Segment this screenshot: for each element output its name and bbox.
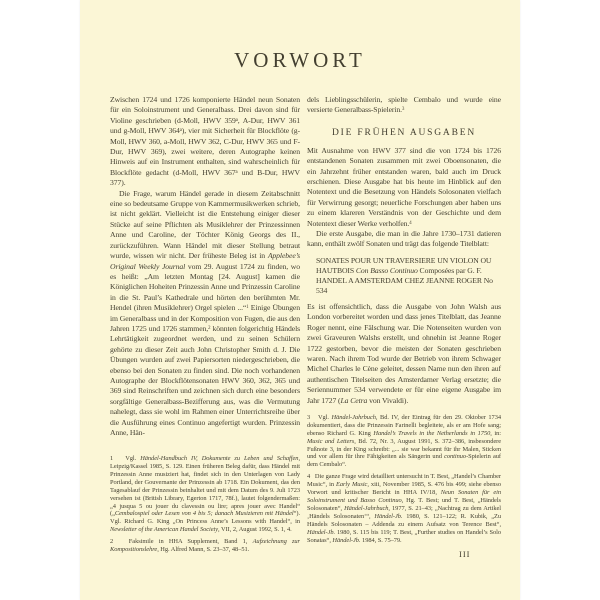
footnote-3: 3 Vgl. Händel-Jahrbuch, Bd. IV, der Eintrag für den 29. Oktober 1734 dokumentiert, dass die Prinzessin Farinelli begleitete, als er am Hofe sang; ebenso Richard G. King Handel’s Travels in the Netherlands in 1750, in: Music and Letters, Bd. 72, Nr. 3, August 1991, S. 372–386, insbesondere Fußnote 3, in der King schreibt: „... sie war bekannt für ihr Malen, Sticken und vor allem für ihre Fähigkeiten als Sängerin und continuo-Spielerin auf dem Cembalo“. [307, 413, 501, 469]
paragraph-intro: Zwischen 1724 und 1726 komponierte Händel neun Sonaten für ein Soloinstrument und Generalbass. Drei davon sind für Violine geschrieben (d-Moll, HWV 359$^a$, A-Dur, HWV 361 und g-Moll, HWV 364$^a$), vier mit Sicherheit für Blockflöte (g-Moll, HWV 360, a-Moll, HWV 362, C-Dur, HWV 365 und F-Dur, HWV 369), zwei weitere, deren Autographe keinen Hinweis auf ein Instrument enthalten, sind wahrscheinlich für Blockflöte gedacht (d-Moll, HWV 367$^a$ und B-Dur, HWV 377). [110, 95, 300, 188]
title-block-quote: SONATES POUR UN TRAVERSIERE UN VIOLON OU HAUTBOIS Con Basso Continuo Composées par G. F. HANDEL A AMSTERDAM CHEZ JEANNE ROGER No 534 [316, 255, 493, 295]
footnote-2: 2 Faksimile in HHA Supplement, Band 1, Aufzeichnung zur Kompositionslehre, Hg. Alfred Mann, S. 23–37, 48–51. [110, 538, 300, 554]
section-heading: DIE FRÜHEN AUSGABEN [332, 127, 476, 138]
right-column [307, 95, 501, 544]
paragraph-continuation: dels Lieblingsschülerin, spielte Cembalo und wurde eine versierte Generalbass-Spielerin.$^3$ [307, 95, 501, 115]
paragraph-erste-ausgabe: Die erste Ausgabe, die man in die Jahre 1730–1731 datieren kann, enthält zwölf Sonaten und trägt das folgende Titelblatt: [307, 229, 501, 249]
footnote-4: 4 Die ganze Frage wird detailliert untersucht in T. Best, „Handel’s Chamber Music“, in Early Music, xiii, November 1985, S. 476 bis 499; siehe ebenso Vorwort und kritischer Bericht in HHA IV/18, Neun Sonaten für ein Soloinstrument und Basso Continuo, Hg. T. Best; und T. Best, „Händels Solosonaten“, Händel-Jahrbuch, 1977, S. 21–43; „Nachtrag zu dem Artikel ‚Händels Solosonaten‘“, Händel-Jb. 1980, S. 121–122; R. Kubik, „Zu Händels Solosonaten – Addenda zu einem Aufsatz von Terence Best“, Händel-Jb. 1980, S. 115 bis 119; T. Best, „Further studies on Handel’s Solo Sonatas“, Händel-Jb. 1984, S. 75–79. [307, 473, 501, 544]
footnote-1: 1 Vgl. Händel-Handbuch IV, Dokumente zu Leben und Schaffen, Leipzig/Kassel 1985, S. 129. Einen früheren Beleg dafür, dass Händel mit Prinzessin Anne musiziert hat, findet sich in den Unterlagen von Lady Portland, der Gouvernante der Prinzessin ab 1718. Ein Dokument, das den Tagesablauf der Prinzessin beinhaltet und mit dem Datum des 9. Juli 1723 versehen ist (British Library, Egerton 1717, 78f.), lautet folgendermaßen: „4 jusqua 5 ou jouer du clavessin ou lire; apres jouer avec Handel“ („Cembalospiel oder Lesen von 4 bis 5; danach Musizieren mit Händel“). Vgl. Richard G. King „On Princess Anne’s Lessons with Handel“, in Newsletter of the American Handel Society, VII, 2, August 1992, S. 1, 4. [110, 455, 300, 534]
left-column [110, 95, 300, 554]
paragraph-die-frage: Die Frage, warum Händel gerade in diesem Zeitabschnitt eine so bedeutsame Gruppe von Kammermusikwerken schrieb, ist nicht geklärt. Vielleicht ist die Entstehung einiger dieser Stücke auf seine Pflichten als Musiklehrer der Prinzessinnen Anne und Caroline, der Töchter König Georgs des II., zurückzuführen. Wann Händel mit dieser Stellung betraut wurde, wissen wir nicht. Der früheste Beleg ist in Applebee’s Original Weekly Journal vom 29. August 1724 zu finden, wo es heißt: „Am letzten Montag [24. August] kamen die Königlichen Hoheiten Prinzessin Anne und Prinzessin Caroline in die St. Paul’s Kathedrale und hörten den berühmten Mr. Hendel (ihren Musiklehrer) Orgel spielen ...“$^1$ Einige Übungen im Generalbass und in der Komposition von Fugen, die aus den Jahren 1725 und 1726 stammen,$^2$ könnten folgerichtig Händels Lehrtätigkeit zugeordnet werden, und zu seinen Schülern gehörte zu dieser Zeit auch John Christopher Smith d. J. Die Übungen wurden auf zwei Papiersorten niedergeschrieben, die ebenso bei den Sonaten zu finden sind. Die noch vorhandenen Autographe der Blockflötensonaten HWV 360, 362, 365 und 369 sind Reinschriften und zeichnen sich durch eine besonders sorgfältige Generalbass-Bezifferung aus, was die Vermutung nahelegt, dass sie wohl im Rahmen einer Unterrichtsreihe über die Ausführung eines Continuo angefertigt wurden. Prinzessin Anne, Hän- [110, 188, 301, 437]
page-title: VORWORT [234, 48, 366, 72]
book-page [80, 0, 520, 600]
left-footnotes [110, 447, 300, 554]
right-column-text [307, 95, 501, 406]
paragraph-es-ist-offensichtlich: Es ist offensichtlich, dass die Ausgabe von John Walsh aus London vorbereitet worden und dass jenes Titelblatt, das Jeanne Roger nennt, eine Fälschung war. Die Notenseiten wurden von zwei Graveuren Walshs erstellt, und ohnehin ist Jeanne Roger 1722 gestorben, bevor die meisten der Sonaten geschrieben waren. Nach ihrem Tod wurde der Betrieb von ihrem Schwager Michel Charles le Cène geleitet, dessen Name nun den ihren auf authentischen Titelseiten des Amsterdamer Verlag ersetzte; die Seriennummer 534 verwendete er für eine eigene Ausgabe im Jahr 1727 (La Cetra von Vivaldi). [307, 301, 501, 405]
right-footnotes [307, 406, 501, 545]
left-column-text [110, 95, 300, 438]
paragraph-mit-ausnahme: Mit Ausnahme von HWV 377 sind die von 1724 bis 1726 entstandenen Sonaten zusammen mit zwei Oboensonaten, die ein Jahrzehnt früher entstanden waren, bald auch im Druck erschienen. Diese Ausgabe hat bis heute im Hinblick auf den Notentext und die Besetzung von Händels Solosonaten vielfach für Verwirrung gesorgt; neuerliche Forschungen aber haben uns zu einem klareren Verständnis von der Geschichte und dem Notentext dieser Werke verholfen.$^4$ [307, 145, 501, 228]
page-number: III [459, 549, 471, 559]
